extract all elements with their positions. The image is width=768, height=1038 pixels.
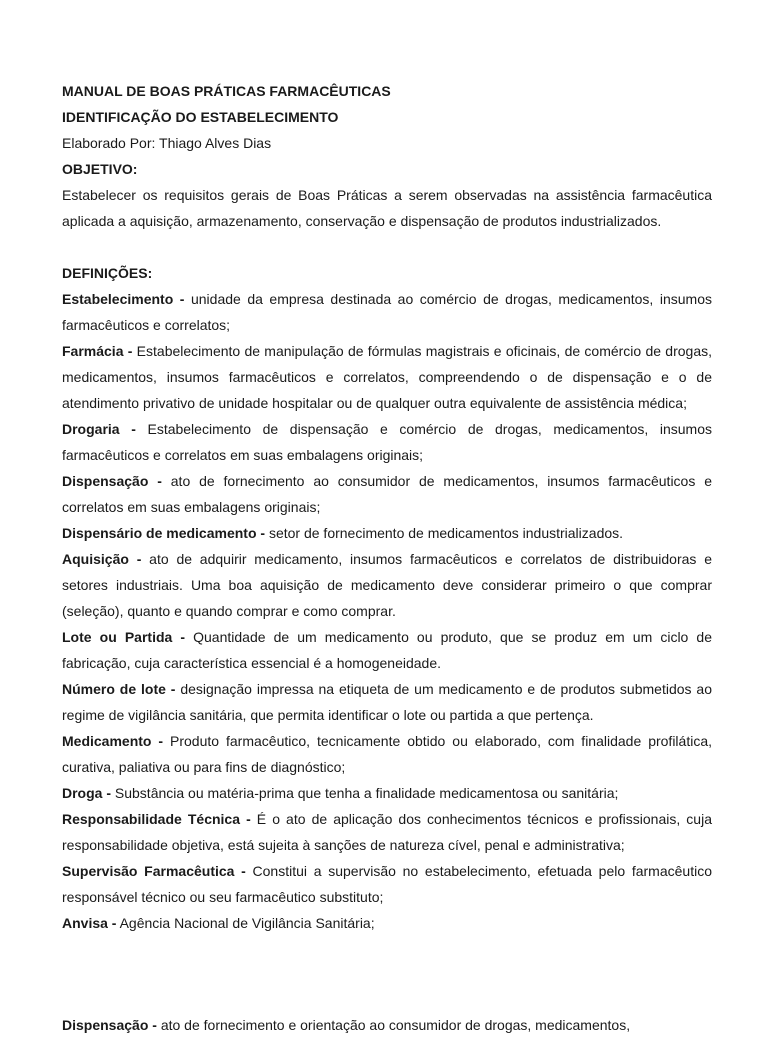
definition-term: Aquisição - bbox=[62, 551, 142, 567]
definition-item bbox=[62, 728, 712, 780]
definition-text: ato de fornecimento ao consumidor de medicamentos, insumos farmacêuticos e correlatos em suas embalagens originais; bbox=[62, 473, 712, 515]
definition-item bbox=[62, 858, 712, 910]
definition-item bbox=[62, 286, 712, 338]
definition-term: Estabelecimento - bbox=[62, 291, 185, 307]
document-page bbox=[62, 78, 712, 936]
definition-item bbox=[62, 520, 712, 546]
definition-text: unidade da empresa destinada ao comércio de drogas, medicamentos, insumos farmacêuticos e correlatos; bbox=[62, 291, 712, 333]
definition-text: designação impressa na etiqueta de um medicamento e de produtos submetidos ao regime de vigilância sanitária, que permita identificar o lote ou partida a que pertença. bbox=[62, 681, 712, 723]
definition-term: Anvisa - bbox=[62, 915, 117, 931]
definition-term: Farmácia - bbox=[62, 343, 133, 359]
section-gap bbox=[62, 234, 712, 260]
definition-item bbox=[62, 468, 712, 520]
definition-text: Agência Nacional de Vigilância Sanitária; bbox=[116, 915, 375, 931]
definition-text: Estabelecimento de manipulação de fórmulas magistrais e oficinais, de comércio de drogas, medicamentos, insumos farmacêuticos e correlatos, compreendendo o de dispensação e o de atendimento privativo de unidade hospitalar ou de qualquer outra equivalente de assistência médica; bbox=[62, 343, 712, 411]
definition-text: Estabelecimento de dispensação e comércio de drogas, medicamentos, insumos farmacêuticos e correlatos em suas embalagens originais; bbox=[62, 421, 713, 463]
definition-item bbox=[62, 780, 712, 806]
document-title: MANUAL DE BOAS PRÁTICAS FARMACÊUTICAS bbox=[62, 83, 391, 99]
definition-term: Dispensário de medicamento - bbox=[62, 525, 266, 541]
definition-item bbox=[62, 624, 712, 676]
definition-text: ato de fornecimento e orientação ao consumidor de drogas, medicamentos, bbox=[156, 1017, 631, 1033]
definition-text: Constitui a supervisão no estabelecimento, efetuada pelo farmacêutico responsável técnico ou seu farmacêutico substituto; bbox=[62, 863, 712, 905]
definition-item bbox=[62, 546, 712, 624]
definitions-list bbox=[62, 286, 712, 936]
definition-term: Lote ou Partida - bbox=[62, 629, 186, 645]
definition-term: Drogaria - bbox=[62, 421, 136, 437]
definition-term: Dispensação - bbox=[62, 473, 162, 489]
definition-item bbox=[62, 338, 712, 416]
author-line: Elaborado Por: Thiago Alves Dias bbox=[62, 135, 272, 151]
definitions-heading: DEFINIÇÕES: bbox=[62, 265, 153, 281]
definition-item bbox=[62, 806, 712, 858]
definition-term: Responsabilidade Técnica - bbox=[62, 811, 251, 827]
document-subtitle: IDENTIFICAÇÃO DO ESTABELECIMENTO bbox=[62, 109, 339, 125]
definition-text: setor de fornecimento de medicamentos industrializados. bbox=[265, 525, 624, 541]
definition-item bbox=[62, 910, 712, 936]
truncated-definition-line bbox=[62, 1012, 712, 1038]
definition-text: Substância ou matéria-prima que tenha a finalidade medicamentosa ou sanitária; bbox=[111, 785, 619, 801]
definition-item bbox=[62, 416, 712, 468]
definition-term: Medicamento - bbox=[62, 733, 164, 749]
definition-term: Dispensação - bbox=[62, 1017, 157, 1033]
objective-heading: OBJETIVO: bbox=[62, 161, 138, 177]
definition-term: Número de lote - bbox=[62, 681, 176, 697]
definition-text: Produto farmacêutico, tecnicamente obtido ou elaborado, com finalidade profilática, curativa, paliativa ou para fins de diagnóstico; bbox=[62, 733, 713, 775]
definition-text: Quantidade de um medicamento ou produto, que se produz em um ciclo de fabricação, cuja característica essencial é a homogeneidade. bbox=[62, 629, 713, 671]
definition-term: Droga - bbox=[62, 785, 111, 801]
definition-item bbox=[62, 676, 712, 728]
objective-text: Estabelecer os requisitos gerais de Boas Práticas a serem observadas na assistência farmacêutica aplicada a aquisição, armazenamento, conservação e dispensação de produtos industrializados. bbox=[62, 187, 712, 229]
definition-term: Supervisão Farmacêutica - bbox=[62, 863, 246, 879]
definition-text: ato de adquirir medicamento, insumos farmacêuticos e correlatos de distribuidoras e setores industriais. Uma boa aquisição de medicamento deve considerar primeiro o que comprar (seleção), quanto e quando comprar e como comprar. bbox=[62, 551, 712, 619]
definition-text: É o ato de aplicação dos conhecimentos técnicos e profissionais, cuja responsabilidade objetiva, está sujeita à sanções de natureza cível, penal e administrativa; bbox=[62, 811, 712, 853]
